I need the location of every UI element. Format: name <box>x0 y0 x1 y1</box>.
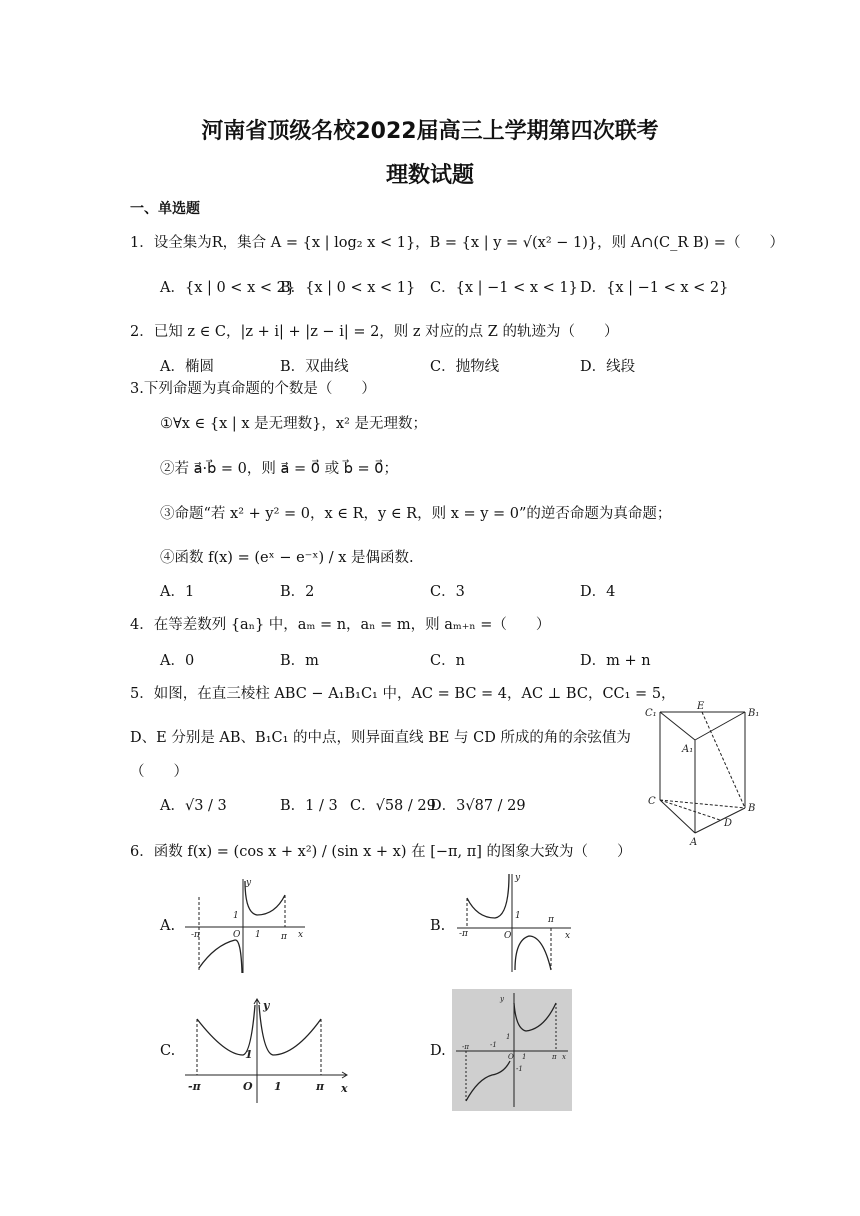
prism-figure <box>640 700 770 850</box>
q4-option-c: C．n <box>430 653 465 669</box>
graph-a-y-one: 1 <box>233 911 239 921</box>
q2-option-c: C．抛物线 <box>430 359 500 375</box>
graph-b-pi: π <box>548 915 554 925</box>
q3-option-c: C．3 <box>430 584 465 600</box>
graph-d-one: 1 <box>522 1053 527 1061</box>
graph-d-x: x <box>562 1053 566 1061</box>
graph-c-x: x <box>341 1082 348 1095</box>
graph-d-neg-pi: -π <box>462 1043 469 1051</box>
q3-option-a: A．1 <box>160 584 195 600</box>
q3-item-1: ①∀x ∈ {x | x 是无理数}，x² 是无理数； <box>160 416 427 432</box>
graph-d-neg-one: -1 <box>490 1041 497 1049</box>
q5-option-a: A．√3 / 3 <box>160 798 227 814</box>
graph-a-pi: π <box>281 932 287 942</box>
graph-d-y-neg-one: -1 <box>516 1065 523 1073</box>
label-c1: C₁ <box>645 708 657 719</box>
label-a: A <box>690 837 698 848</box>
q3-option-b: B．2 <box>280 584 315 600</box>
q4-option-b: B．m <box>280 653 319 669</box>
graph-c-neg-pi: -π <box>188 1080 201 1093</box>
graph-c-pi: π <box>316 1080 325 1093</box>
q2-option-b: B．双曲线 <box>280 359 349 375</box>
q6-option-d: D. <box>430 1043 446 1059</box>
graph-c-origin: O <box>243 1080 253 1093</box>
label-d: D <box>724 818 733 829</box>
graph-c-y: y <box>263 999 270 1012</box>
q3-option-d: D．4 <box>580 584 616 600</box>
graph-a-one: 1 <box>255 930 261 940</box>
graph-a-neg-pi: -π <box>191 930 200 940</box>
label-c: C <box>648 796 656 807</box>
graph-d <box>452 989 572 1111</box>
graph-d-y-one: 1 <box>506 1033 511 1041</box>
q6-option-c: C. <box>160 1043 176 1059</box>
graph-a-x: x <box>298 930 304 940</box>
q5-option-b: B．1 / 3 <box>280 798 338 814</box>
page-subtitle: 理数试题 <box>385 163 474 188</box>
q6-option-b: B. <box>430 918 446 934</box>
question-3-stem: 3.下列命题为真命题的个数是（ ） <box>130 381 376 397</box>
q4-option-a: A．0 <box>160 653 195 669</box>
question-1-stem: 1．设全集为R，集合 A = {x | log₂ x < 1}，B = {x | y = √(x² − 1)}，则 A∩(C_R B) =（ ） <box>130 235 784 251</box>
graph-a-y: y <box>246 878 252 888</box>
q5-option-d: D．3√87 / 29 <box>430 798 526 814</box>
q2-option-d: D．线段 <box>580 359 636 375</box>
question-2-stem: 2．已知 z ∈ C，|z + i| + |z − i| = 2，则 z 对应的点 Z 的轨迹为（ ） <box>130 324 619 340</box>
graph-c-y-one: 1 <box>245 1048 253 1061</box>
graph-d-origin: O <box>508 1053 514 1061</box>
graph-a <box>185 875 310 975</box>
q1-option-d: D．{x | −1 < x < 2} <box>580 280 729 296</box>
graph-b-x: x <box>565 931 571 941</box>
graph-b-y: y <box>515 873 521 883</box>
q4-option-d: D．m + n <box>580 653 651 669</box>
graph-a-origin: O <box>233 930 241 940</box>
graph-c <box>185 995 355 1105</box>
q5-option-c: C．√58 / 29 <box>350 798 436 814</box>
q6-option-a: A. <box>160 918 176 934</box>
label-b: B <box>748 803 756 814</box>
question-6-stem: 6．函数 f(x) = (cos x + x²) / (sin x + x) 在 [−π, π] 的图象大致为（ ） <box>130 844 632 860</box>
label-b1: B₁ <box>748 708 760 719</box>
graph-b-neg-pi: -π <box>459 929 468 939</box>
q2-option-a: A．椭圆 <box>160 359 214 375</box>
q1-option-a: A．{x | 0 < x < 2} <box>160 280 296 296</box>
graph-d-pi: π <box>552 1053 557 1061</box>
graph-d-y: y <box>500 995 504 1003</box>
q3-item-2: ②若 a⃗·b⃗ = 0，则 a⃗ = 0⃗ 或 b⃗ = 0⃗； <box>160 461 399 477</box>
graph-b <box>455 870 575 975</box>
section-heading: 一、单选题 <box>130 201 200 217</box>
question-5-stem-line-3: （ ） <box>130 764 188 780</box>
graph-c-one: 1 <box>274 1080 282 1093</box>
page-title: 河南省顶级名校2022届高三上学期第四次联考 <box>201 119 659 144</box>
question-5-stem-line-1: 5．如图，在直三棱柱 ABC − A₁B₁C₁ 中，AC = BC = 4，AC ⊥ BC，CC₁ = 5， <box>130 686 676 702</box>
q3-item-3: ③命题“若 x² + y² = 0，x ∈ R，y ∈ R，则 x = y = 0”的逆否命题为真命题； <box>160 506 672 522</box>
label-e: E <box>697 701 705 712</box>
q1-option-c: C．{x | −1 < x < 1} <box>430 280 578 296</box>
graph-b-y-one: 1 <box>515 911 521 921</box>
label-a1: A₁ <box>682 744 694 755</box>
graph-b-origin: O <box>504 931 512 941</box>
question-4-stem: 4．在等差数列 {aₙ} 中，aₘ = n，aₙ = m，则 aₘ₊ₙ =（ ） <box>130 617 551 633</box>
question-5-stem-line-2: D、E 分别是 AB、B₁C₁ 的中点，则异面直线 BE 与 CD 所成的角的余弦值为 <box>130 730 631 746</box>
q3-item-4: ④函数 f(x) = (eˣ − e⁻ˣ) / x 是偶函数. <box>160 550 414 566</box>
q1-option-b: B．{x | 0 < x < 1} <box>280 280 416 296</box>
